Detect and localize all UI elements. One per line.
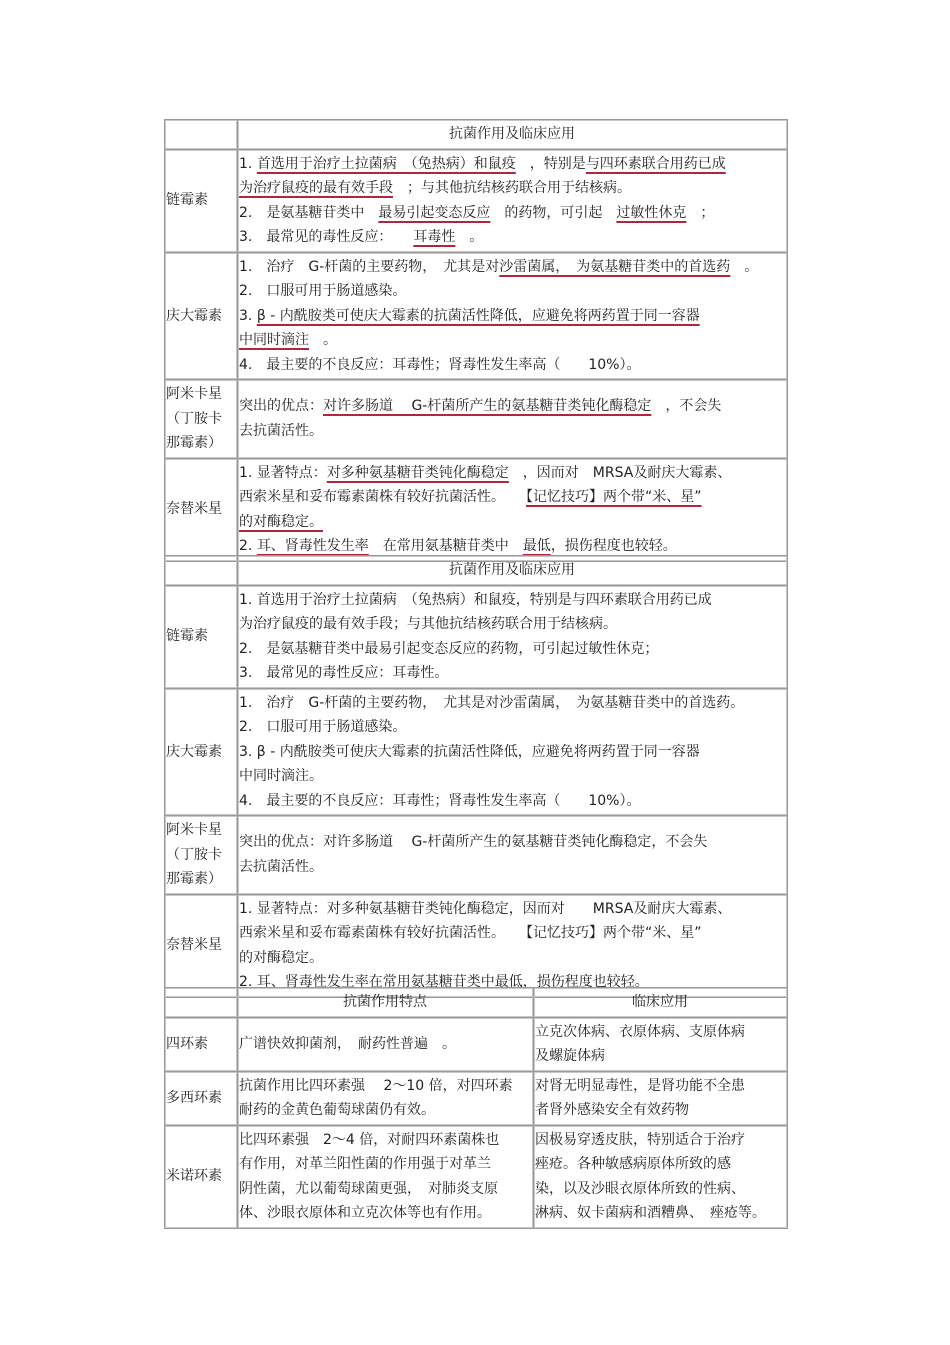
text-segment: 2. 口服可用于肠道感染。 [239,283,407,299]
description-line [239,201,785,226]
underlined-text: 为治疗鼠疫的最有效手段 [239,180,393,196]
feature-line: 广谱快效抑菌剂， 耐药性普遍 。 [239,1035,456,1052]
use-cell [534,1125,788,1228]
aminoglycoside-table-plain [164,555,788,998]
text-segment: ，特别是 [515,155,586,172]
text-segment: 西索米星和妥布霉素菌株有较好抗菌活性。 【记忆技巧】两个带“米、星” [239,925,702,941]
drug-row [165,458,788,561]
text-segment: 1. 治疗 G-杆菌的主要药物， 尤其是对 [239,258,500,275]
drug-name-cell [165,585,238,688]
text-segment: 突出的优点： [239,398,323,415]
feature-line: 抗菌作用比四环素强 2～10 倍，对四环素 [239,1077,513,1094]
drug-row [165,688,788,816]
feature-line: 有作用，对革兰阳性菌的作用强于对革兰 [239,1156,491,1172]
drug-name-line: 链霉素 [166,628,208,645]
use-line: 立克次体病、衣原体病、支原体病 [535,1023,745,1040]
text-segment: 1. 显著特点： [239,464,327,481]
description-line [239,789,785,814]
text-segment: 的对酶稳定。 [239,949,323,966]
text-segment: 为治疗鼠疫的最有效手段；与其他抗结核药联合用于结核病。 [239,616,617,632]
drug-row [165,585,788,688]
underlined-text: 中同时滴注 [239,332,309,348]
drug-name-line: 多西环素 [166,1089,222,1106]
feature-line: 阴性菌，尤以葡萄球菌更强， 对肺炎支原 [239,1180,498,1197]
drug-row [165,149,788,252]
feature-header: 抗菌作用特点 [238,988,534,1018]
underlined-text: 对多种氨基糖苷类钝化酶稳定 [326,464,509,481]
tetracycline-header-row [165,988,788,1018]
feature-line: 体、沙眼衣原体和立克次体等也有作用。 [239,1205,491,1221]
tetracycline-row [165,1071,788,1125]
use-cell [534,1071,788,1125]
underlined-text: 【记忆技巧】两个带“米、星” [526,489,702,505]
description-line [239,304,785,329]
underlined-text: 过敏性休克 [616,204,687,221]
use-cell [534,1017,788,1071]
drug-description-cell [238,894,788,997]
drug-description-cell [238,458,788,561]
text-segment: 去抗菌活性。 [239,422,323,439]
drug-name-line: 阿米卡星 [166,822,222,838]
use-line: 染，以及沙眼衣原体所致的性病、 [535,1180,745,1197]
underlined-text: 最易引起变态反应 [378,204,491,221]
text-segment: 突出的优点：对许多肠道 G-杆菌所产生的氨基糖苷类钝化酶稳定，不会失 [239,834,708,851]
drug-row [165,380,788,459]
description-line [239,764,785,789]
description-line [239,637,785,662]
text-segment: 在常用氨基糖苷类中 [368,538,523,554]
description-line [239,328,785,353]
underlined-text: β - 内酰胺类可使庆大霉素的抗菌活性降低，应避免将两药置于同一容器 [256,307,700,324]
text-segment: 。 [730,258,759,275]
drug-name-cell [165,380,238,459]
tetracycline-table [164,987,788,1229]
text-segment: 1. 治疗 G-杆菌的主要药物， 尤其是对沙雷菌属， 为氨基糖苷类中的首选药。 [239,694,745,711]
drug-name-cell [165,894,238,997]
drug-name-cell [165,149,238,252]
drug-name-cell [165,458,238,561]
underlined-text: 与四环素联合用药已成 [585,155,726,172]
description-line [239,152,785,177]
drug-name-cell [165,688,238,816]
use-line: 淋病、奴卡菌病和酒糟鼻、 痤疮等。 [535,1205,766,1221]
drug-name-line: 庆大霉素 [166,307,222,324]
description-line [239,461,785,486]
tetracycline-row [165,1125,788,1228]
drug-name-line: 那霉素） [166,435,222,451]
description-line [239,510,785,535]
description-line [239,588,785,613]
text-segment: 去抗菌活性。 [239,858,323,875]
drug-description-cell [238,816,788,895]
description-line [239,830,785,855]
underlined-text: 的对酶稳定。 [239,513,323,530]
text-segment: 1. 显著特点：对多种氨基糖苷类钝化酶稳定，因而对 MRSA及耐庆大霉素、 [239,900,732,917]
description-line [239,691,785,716]
text-segment: 2. [239,538,257,554]
aminoglycoside-table-annotated [164,119,788,562]
drug-name-cell [165,1071,238,1125]
drug-name-line: （丁胺卡 [166,846,222,863]
underlined-text: 耳、肾毒性发生率 [256,538,369,554]
description-line [239,353,785,378]
text-segment: 3. 最常见的毒性反应： [239,229,414,245]
drug-name-line: 庆大霉素 [166,743,222,760]
text-segment: ，因而对 MRSA及耐庆大霉素、 [508,464,732,481]
drug-name-cell [165,1017,238,1071]
empty-header-cell [165,120,238,150]
text-segment: 西索米星和妥布霉素菌株有较好抗菌活性。 [239,489,526,505]
text-segment: 2. 耳、肾毒性发生率在常用氨基糖苷类中最低，损伤程度也较轻。 [239,974,649,990]
text-segment: 的药物，可引起 [490,204,617,221]
text-segment: ，损伤程度也较轻。 [550,538,677,554]
description-line [239,661,785,686]
text-segment: ，不会失 [651,398,722,415]
description-line [239,612,785,637]
drug-description-cell [238,149,788,252]
description-line [239,897,785,922]
feature-cell [238,1125,534,1228]
drug-name-line: 奈替米星 [166,937,222,954]
empty-header-cell [165,988,238,1018]
drug-name-line: 四环素 [166,1035,208,1052]
use-line: 及螺旋体病 [535,1048,605,1064]
drug-description-cell [238,380,788,459]
underlined-text: 对许多肠道 G-杆菌所产生的氨基糖苷类钝化酶稳定 [323,398,652,415]
description-line [239,855,785,880]
feature-line: 比四环素强 2～4 倍，对耐四环素菌株也 [239,1131,500,1148]
drug-name-line: 奈替米星 [166,501,222,518]
description-line [239,485,785,510]
drug-row [165,252,788,380]
feature-cell [238,1017,534,1071]
feature-line: 耐药的金黄色葡萄球菌仍有效。 [239,1102,435,1118]
text-segment: 2. 是氨基糖苷类中 [239,204,379,221]
drug-row [165,894,788,997]
drug-name-cell [165,1125,238,1228]
drug-name-cell [165,816,238,895]
text-segment: 2. 是氨基糖苷类中最易引起变态反应的药物，可引起过敏性休克； [239,640,659,657]
text-segment: 2. 口服可用于肠道感染。 [239,719,407,735]
text-segment: 4. 最主要的不良反应：耳毒性；肾毒性发生率高（ 10%）。 [239,792,641,809]
text-segment: 中同时滴注。 [239,768,323,784]
use-header: 临床应用 [534,988,788,1018]
use-line: 因极易穿透皮肤，特别适合于治疗 [535,1131,745,1148]
text-segment: 3. [239,307,257,324]
drug-description-cell [238,585,788,688]
text-segment: 。 [455,229,484,245]
underlined-text: 沙雷菌属， 为氨基糖苷类中的首选药 [499,258,731,275]
empty-header-cell [165,556,238,586]
text-segment: 。 [309,332,337,348]
drug-name-line: 阿米卡星 [166,386,222,402]
use-line: 对肾无明显毒性，是肾功能不全患 [535,1077,745,1094]
feature-cell [238,1071,534,1125]
description-line [239,740,785,765]
annotated-header-row [165,120,788,150]
plain-header-row [165,556,788,586]
drug-name-line: 米诺环素 [166,1168,222,1185]
drug-description-cell [238,252,788,380]
description-line [239,176,785,201]
description-line [239,715,785,740]
drug-row [165,816,788,895]
description-line [239,921,785,946]
description-line [239,946,785,971]
description-line [239,419,785,444]
use-line: 痤疮。各种敏感病原体所致的感 [535,1156,731,1172]
text-segment: ；与其他抗结核药联合用于结核病。 [393,180,631,196]
tetracycline-row [165,1017,788,1071]
text-segment: ； [686,204,715,221]
description-line [239,279,785,304]
text-segment: 1. 首选用于治疗土拉菌病 （兔热病）和鼠疫，特别是与四环素联合用药已成 [239,591,712,608]
text-segment: 3. β - 内酰胺类可使庆大霉素的抗菌活性降低，应避免将两药置于同一容器 [239,743,700,760]
use-line: 者肾外感染安全有效药物 [535,1102,689,1118]
description-line [239,394,785,419]
drug-description-cell [238,688,788,816]
underlined-text: 最低 [522,538,551,554]
drug-name-line: 那霉素） [166,871,222,887]
text-segment: 3. 最常见的毒性反应：耳毒性。 [239,665,449,681]
text-segment: 4. 最主要的不良反应：耳毒性；肾毒性发生率高（ 10%）。 [239,356,641,373]
drug-name-line: 链霉素 [166,192,208,209]
underlined-text: 首选用于治疗土拉菌病 （兔热病）和鼠疫 [256,155,516,172]
description-line [239,225,785,250]
text-segment: 1. [239,155,257,172]
drug-name-cell [165,252,238,380]
underlined-text: 耳毒性 [413,229,456,245]
plain-header: 抗菌作用及临床应用 [238,556,788,586]
annotated-header: 抗菌作用及临床应用 [238,120,788,150]
description-line [239,255,785,280]
drug-name-line: （丁胺卡 [166,410,222,427]
